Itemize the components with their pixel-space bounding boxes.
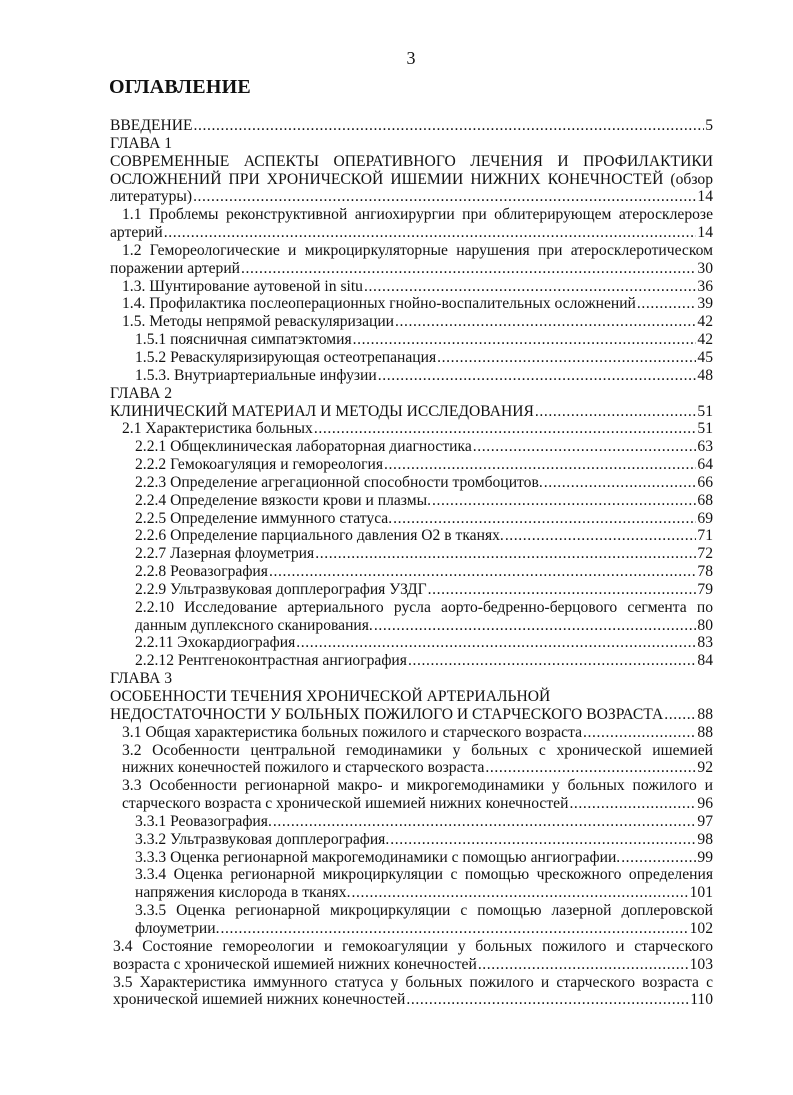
chapter-3-label: ГЛАВА 3 (110, 670, 173, 688)
dot-leader (637, 295, 697, 313)
chapter-title-line: ОСЛОЖНЕНИЙ ПРИ ХРОНИЧЕСКОЙ ИШЕМИИ НИЖНИХ КОНЕЧНОСТЕЙ (обзор (110, 170, 713, 188)
dot-leader (437, 349, 696, 367)
page-ref: 14 (697, 224, 713, 242)
page-ref: 88 (697, 723, 713, 741)
page-number: 3 (406, 48, 416, 68)
dot-leader (664, 706, 696, 724)
toc-entry-chapter-1[interactable]: СОВРЕМЕННЫЕ АСПЕКТЫ ОПЕРАТИВНОГО ЛЕЧЕНИЯ И ПРОФИЛАКТИКИ ОСЛОЖНЕНИЙ ПРИ ХРОНИЧЕСКОЙ ИШЕМИИ НИЖНИХ КОНЕЧНОСТЕЙ (обзор литературы) ..... 14 (110, 153, 713, 207)
toc-entry-2-1[interactable]: 2.1 Характеристика больных ..... 51 (110, 420, 713, 438)
page-ref: 64 (697, 456, 713, 474)
toc-entry-1-1[interactable]: 1.1 Проблемы реконструктивной ангиохирургии при облитерирующем атеросклерозе артерий ..... 14 (110, 206, 713, 242)
toc-entry-2-2-10[interactable]: 2.2.10 Исследование артериального русла аорто-бедренно-берцового сегмента по данным дуплексного сканирования. ..... 80 (110, 599, 713, 635)
toc-entry-chapter-3[interactable]: ОСОБЕННОСТИ ТЕЧЕНИЯ ХРОНИЧЕСКОЙ АРТЕРИАЛЬНОЙ НЕДОСТАТОЧНОСТИ У БОЛЬНЫХ ПОЖИЛОГО И СТАРЧЕСКОГО ВОЗРАСТА ..... 88 (110, 688, 713, 724)
dot-leader (485, 759, 696, 777)
toc-entry-1-2[interactable]: 1.2 Гемореологические и микроциркуляторные нарушения при атеросклеротическом поражении артерий ..... 30 (110, 242, 713, 278)
toc-entry-3-3-2[interactable]: 3.3.2 Ультразвуковая допплерография. ..... 98 (110, 831, 713, 849)
page-ref: 110 (690, 991, 713, 1009)
toc-entry-1-5[interactable]: 1.5. Методы непрямой реваскуляризации ..... 42 (110, 313, 713, 331)
page-ref: 103 (689, 955, 713, 973)
toc-entry-2-2-9[interactable]: 2.2.9 Ультразвуковая допплерография УЗДГ ..... 79 (110, 581, 713, 599)
toc-entry-1-5-2[interactable]: 1.5.2 Реваскуляризирующая остеотрепанация ..... 45 (110, 349, 713, 367)
page-ref: 48 (697, 366, 713, 384)
page-ref: 83 (697, 634, 713, 652)
dot-leader (408, 652, 696, 670)
page-ref: 88 (697, 705, 713, 723)
dot-leader (364, 278, 696, 296)
page-ref: 63 (697, 438, 713, 456)
toc-entry-1-3[interactable]: 1.3. Шунтирование аутовеной in situ ..... 36 (110, 278, 713, 296)
page-ref: 42 (697, 331, 713, 349)
page-ref: 99 (697, 848, 713, 866)
toc-entry-3-3-1[interactable]: 3.3.1 Реовазография. ..... 97 (110, 813, 713, 831)
dot-leader (406, 991, 689, 1009)
dot-leader (164, 224, 697, 242)
toc-entry-3-5[interactable]: 3.5 Характеристика иммунного статуса у больных пожилого и старческого возраста с хронической ишемией нижних конечностей ..... 110 (110, 974, 713, 1010)
chapter-1-label: ГЛАВА 1 (110, 134, 173, 152)
dot-leader (621, 849, 696, 867)
dot-leader (390, 831, 696, 849)
dot-leader (378, 367, 697, 385)
dot-leader (269, 563, 696, 581)
dot-leader (505, 527, 697, 545)
page-ref: 101 (689, 884, 713, 902)
chapter-title-line: СОВРЕМЕННЫЕ АСПЕКТЫ ОПЕРАТИВНОГО ЛЕЧЕНИЯ И ПРОФИЛАКТИКИ (110, 152, 713, 170)
dot-leader (220, 920, 688, 938)
toc-entry-2-2-1[interactable]: 2.2.1 Общеклиническая лабораторная диагностика ..... 63 (110, 438, 713, 456)
toc-entry-1-4[interactable]: 1.4. Профилактика послеоперационных гнойно-воспалительных осложнений ..... 39 (110, 295, 713, 313)
toc-entry-2-2-12[interactable]: 2.2.12 Рентгеноконтрастная ангиография ..... 84 (110, 652, 713, 670)
dot-leader (194, 117, 705, 135)
dot-leader (241, 260, 696, 278)
table-of-contents (110, 117, 713, 1009)
page-ref: 69 (697, 509, 713, 527)
toc-entry-3-1[interactable]: 3.1 Общая характеристика больных пожилого и старческого возраста ..... 88 (110, 724, 713, 742)
toc-entry-2-2-8[interactable]: 2.2.8 Реовазография ..... 78 (110, 563, 713, 581)
page-ref: 30 (697, 259, 713, 277)
page-ref: 102 (689, 919, 713, 937)
dot-leader (353, 331, 697, 349)
dot-leader (384, 456, 696, 474)
page-ref: 80 (697, 616, 713, 634)
page-ref: 97 (697, 812, 713, 830)
page-ref: 98 (697, 830, 713, 848)
dot-leader (395, 313, 696, 331)
toc-entry-3-3[interactable]: 3.3 Особенности регионарной макро- и микрогемодинамики у больных пожилого и старческого возраста с хронической ишемией нижних конечностей ..... 96 (110, 777, 713, 813)
chapter-2-label: ГЛАВА 2 (110, 384, 173, 402)
page-ref: 72 (697, 545, 713, 563)
dot-leader (544, 474, 697, 492)
dot-leader (535, 403, 697, 421)
toc-entry-2-2-2[interactable]: 2.2.2 Гемокоагуляция и гемореология ..... 64 (110, 456, 713, 474)
dot-leader (478, 956, 689, 974)
page-ref: 96 (697, 795, 713, 813)
toc-entry-2-2-4[interactable]: 2.2.4 Определение вязкости крови и плазмы. ..... 68 (110, 492, 713, 510)
page-ref: 66 (697, 473, 713, 491)
page-ref: 14 (697, 188, 713, 206)
toc-entry-introduction[interactable]: ВВЕДЕНИЕ ..... 5 (110, 117, 713, 135)
toc-entry-2-2-7[interactable]: 2.2.7 Лазерная флоуметрия ..... 72 (110, 545, 713, 563)
toc-entry-2-2-6[interactable]: 2.2.6 Определение парциального давления О2 в тканях. ..... 71 (110, 527, 713, 545)
toc-entry-2-2-11[interactable]: 2.2.11 Эхокардиография ..... 83 (110, 634, 713, 652)
page-ref: 71 (697, 527, 713, 545)
page-ref: 51 (697, 402, 713, 420)
dot-leader (569, 795, 696, 813)
dot-leader (374, 617, 697, 635)
toc-entry-3-4[interactable]: 3.4 Состояние гемореологии и гемокоагуляции у больных пожилого и старческого возраста с хронической ишемией нижних конечностей ..... 103 (110, 938, 713, 974)
page-title: ОГЛАВЛЕНИЕ (109, 76, 251, 98)
toc-entry-2-2-3[interactable]: 2.2.3 Определение агрегационной способности тромбоцитов. ..... 66 (110, 474, 713, 492)
dot-leader (428, 581, 697, 599)
toc-entry-2-2-5[interactable]: 2.2.5 Определение иммунного статуса. ..... 69 (110, 510, 713, 528)
dot-leader (352, 884, 689, 902)
page-ref: 39 (697, 295, 713, 313)
page-ref: 45 (697, 348, 713, 366)
dot-leader (583, 724, 696, 742)
toc-entry-1-5-1[interactable]: 1.5.1 поясничная симпатэктомия ..... 42 (110, 331, 713, 349)
page-ref: 51 (697, 420, 713, 438)
toc-entry-1-5-3[interactable]: 1.5.3. Внутриартериальные инфузии ..... 48 (110, 367, 713, 385)
chapter-title-line: ОСОБЕННОСТИ ТЕЧЕНИЯ ХРОНИЧЕСКОЙ АРТЕРИАЛЬНОЙ (110, 688, 551, 705)
page-ref: 84 (697, 652, 713, 670)
dot-leader (432, 492, 696, 510)
page-ref: 79 (697, 580, 713, 598)
page-ref: 42 (697, 313, 713, 331)
toc-entry-3-3-3[interactable]: 3.3.3 Оценка регионарной макрогемодинамики с помощью ангиографии. ..... 99 (110, 849, 713, 867)
toc-entry-3-3-4[interactable]: 3.3.4 Оценка регионарной микроциркуляции с помощью чрескожного определения напряжения кислорода в тканях. ..... 101 (110, 866, 713, 902)
page-ref: 92 (697, 759, 713, 777)
dot-leader (193, 188, 696, 206)
page-ref: 36 (697, 277, 713, 295)
dot-leader (314, 420, 697, 438)
dot-leader (473, 438, 697, 456)
page-ref: 5 (705, 117, 713, 134)
dot-leader (393, 510, 696, 528)
toc-entry-chapter-2[interactable]: КЛИНИЧЕСКИЙ МАТЕРИАЛ И МЕТОДЫ ИССЛЕДОВАНИЯ ..... 51 (110, 403, 713, 421)
dot-leader (315, 545, 696, 563)
page-ref: 68 (697, 491, 713, 509)
toc-entry-3-3-5[interactable]: 3.3.5 Оценка регионарной микроциркуляции с помощью лазерной доплеровской флоуметрии. ..... 102 (110, 902, 713, 938)
toc-entry-3-2[interactable]: 3.2 Особенности центральной гемодинамики у больных с хронической ишемией нижних конечностей пожилого и старческого возраста ..... 92 (110, 742, 713, 778)
page-ref: 78 (697, 563, 713, 581)
dot-leader (296, 634, 696, 652)
dot-leader (273, 813, 697, 831)
